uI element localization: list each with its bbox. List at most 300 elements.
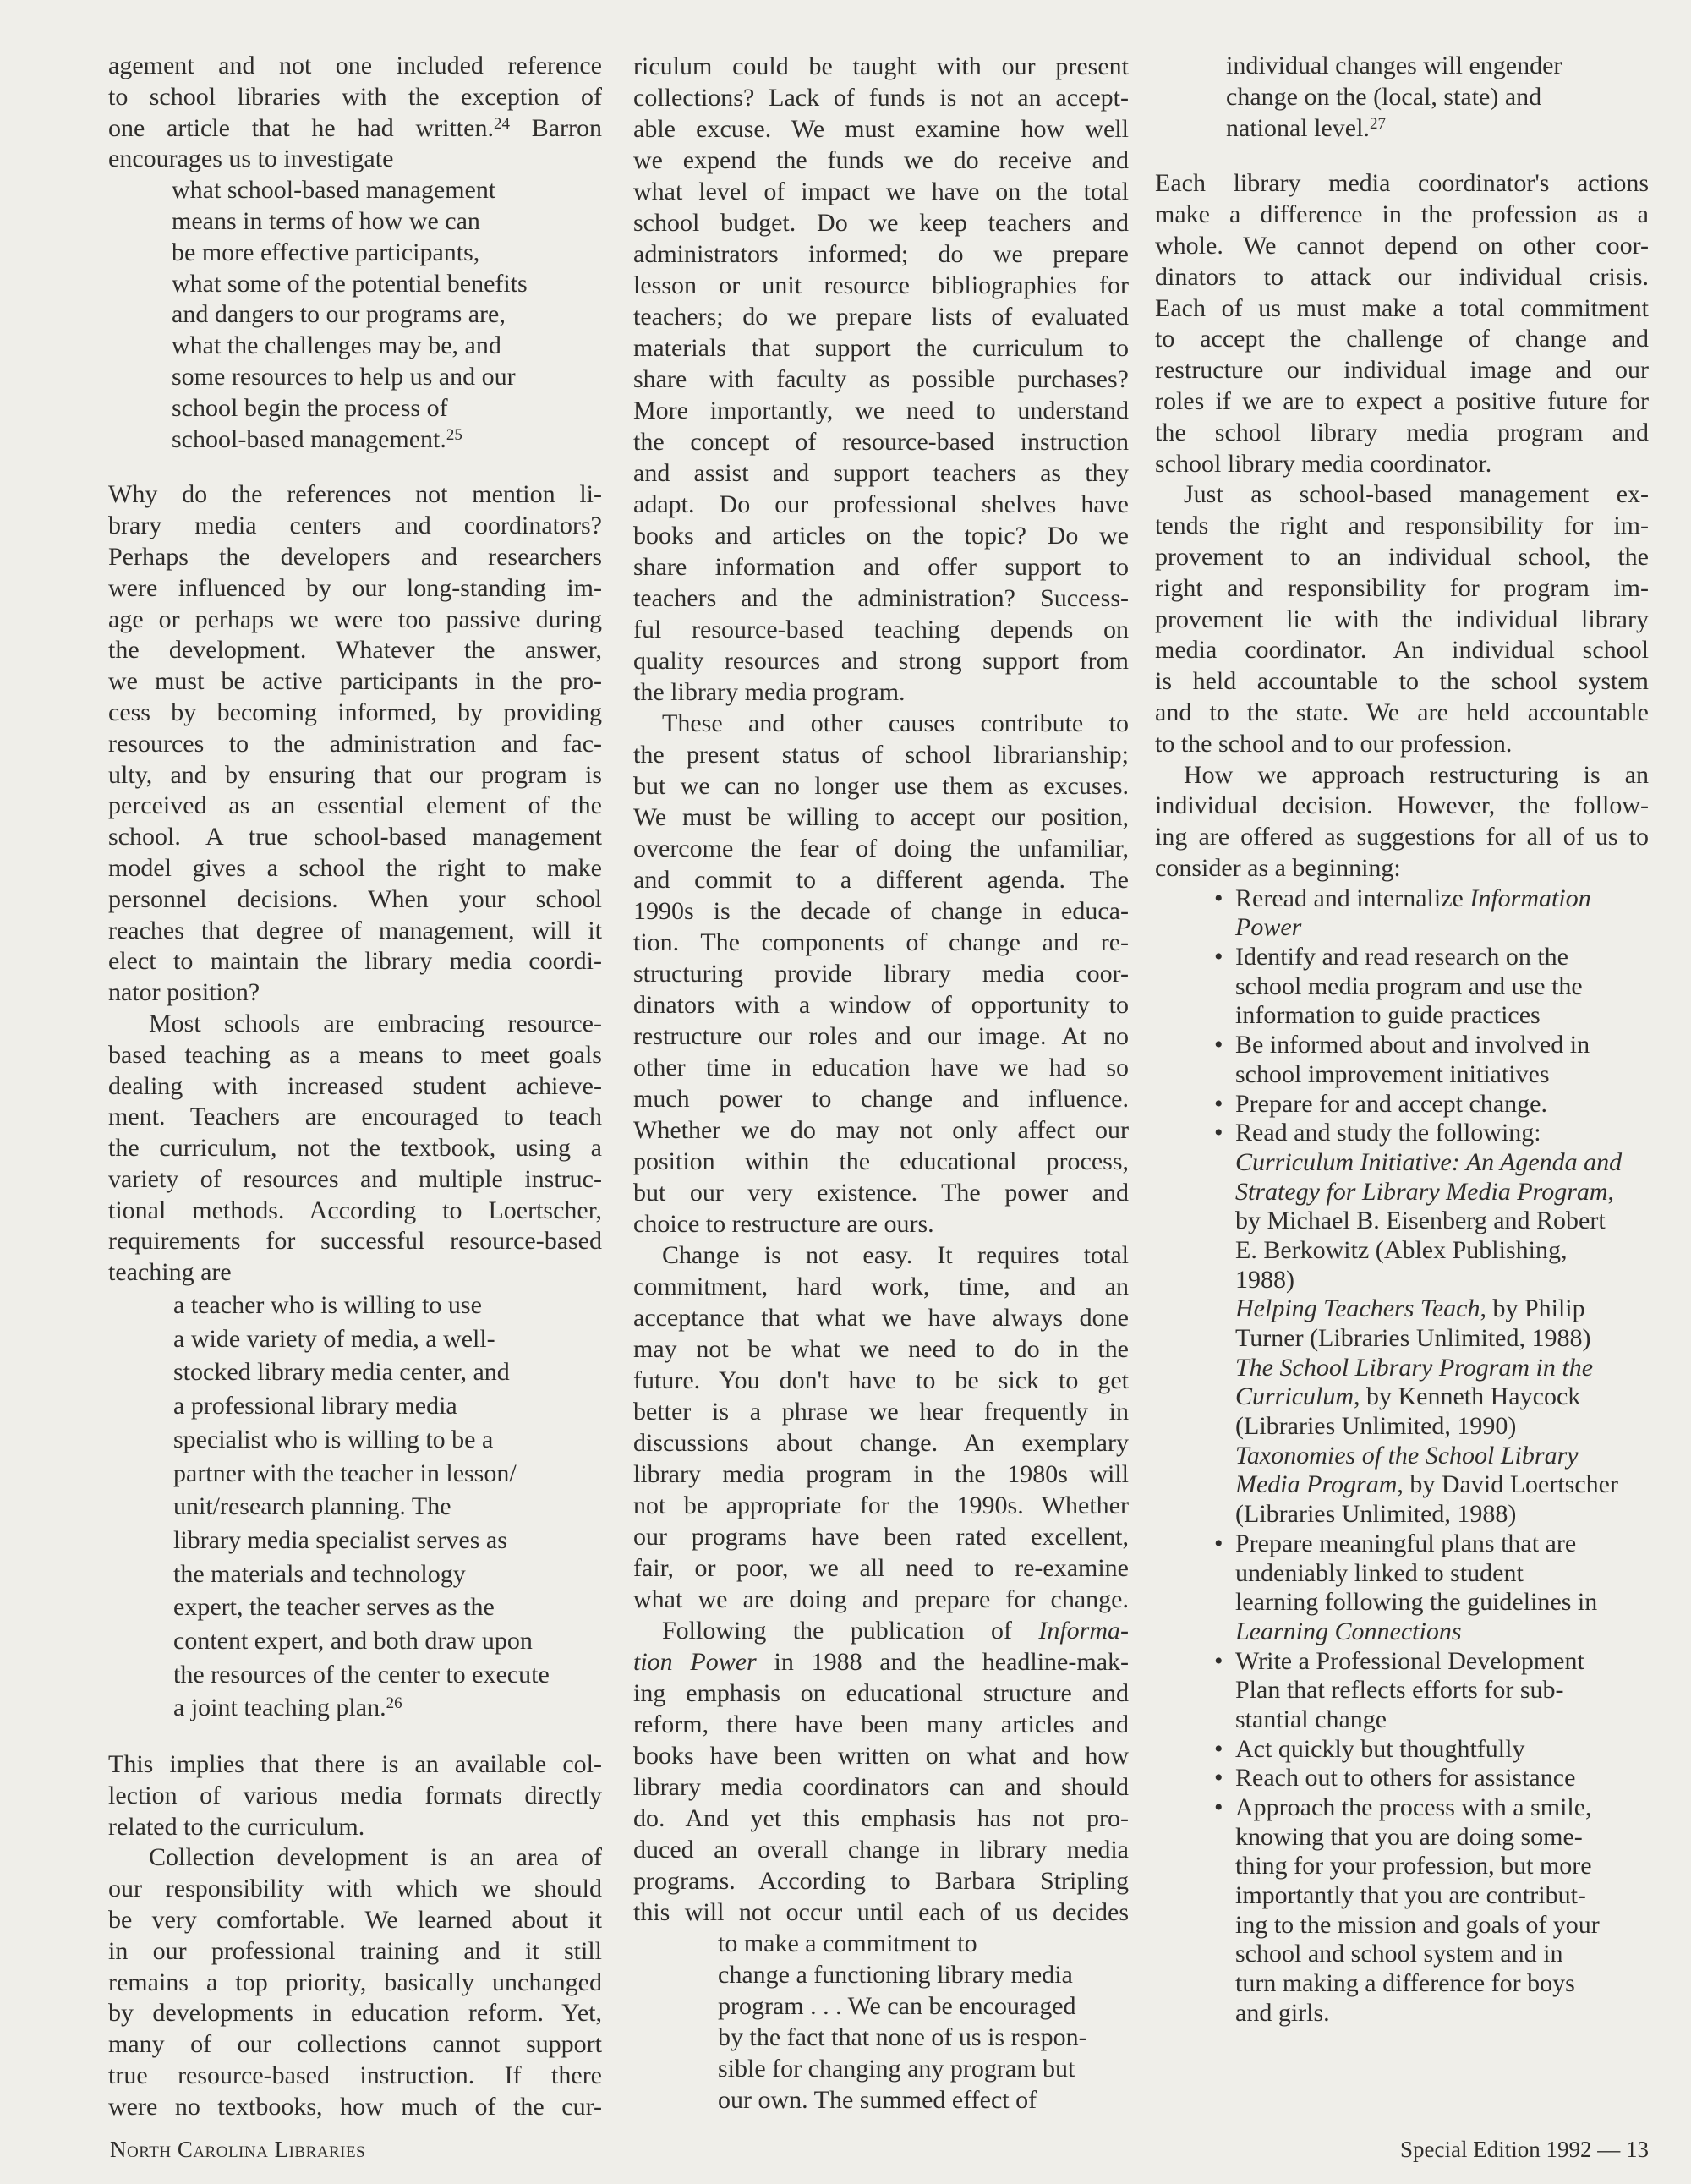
text-line <box>108 1968 602 1999</box>
text-line <box>108 1998 602 2029</box>
text-line <box>633 1521 1129 1552</box>
footer-publication-name: North Carolina Libraries <box>110 2137 366 2162</box>
line-text: some resources to help us and our <box>172 362 516 391</box>
line-text <box>1235 1354 1593 1382</box>
text-segment: Barron <box>509 113 602 142</box>
text-line <box>1155 822 1649 853</box>
text-line <box>633 1365 1129 1396</box>
italic-title: Informa- <box>1038 1617 1129 1645</box>
text-line <box>633 614 1129 645</box>
list-item-line <box>1155 1031 1649 1060</box>
line-text: library media coordinators can and should <box>633 1773 1129 1801</box>
text-segment: , by Philip <box>1480 1295 1585 1323</box>
line-text: restructure our individual image and our <box>1155 356 1649 385</box>
line-text: the school library media program and <box>1155 418 1649 446</box>
list-item-line <box>1155 1207 1649 1236</box>
text-line <box>108 1842 602 1874</box>
line-text: encourages us to investigate <box>108 145 394 173</box>
column-3 <box>1155 51 1649 2028</box>
list-item-line <box>1155 1940 1649 1969</box>
text-line <box>633 958 1129 989</box>
text-line <box>633 1021 1129 1052</box>
line-text: stocked library media center, and <box>173 1358 510 1387</box>
line-text: books and articles on the topic? Do we <box>633 522 1129 550</box>
line-text: by Michael B. Eisenberg and Robert <box>1235 1207 1606 1235</box>
line-text: Prepare meaningful plans that are <box>1235 1529 1577 1557</box>
list-item-line <box>1155 1911 1649 1940</box>
line-text: We must be willing to accept our position, <box>633 803 1129 831</box>
line-text: better is a phrase we hear frequently in <box>633 1398 1129 1426</box>
text-line <box>1155 511 1649 542</box>
list-item-line <box>1155 884 1649 914</box>
text-line <box>108 977 602 1009</box>
line-text <box>1235 1148 1622 1176</box>
text-line <box>1155 82 1649 113</box>
line-text <box>173 1694 402 1721</box>
line-text: means in terms of how we can <box>172 206 480 235</box>
text-segment: Following the publication of <box>662 1617 1039 1645</box>
list-item-line <box>1155 1559 1649 1589</box>
line-text: share information and offer support to <box>633 553 1129 581</box>
line-text: overcome the fear of doing the unfamiliar, <box>633 835 1129 862</box>
text-line <box>108 1658 602 1692</box>
text-line <box>633 1396 1129 1427</box>
line-text: cess by becoming informed, by providing <box>108 698 602 726</box>
text-line <box>108 542 602 573</box>
line-text: These and other causes contribute to <box>662 709 1129 737</box>
list-item-line <box>1155 1881 1649 1911</box>
line-text: teachers and the administration? Success- <box>633 584 1129 612</box>
text-line <box>108 299 602 331</box>
line-text <box>1235 1178 1614 1206</box>
line-text: but we can no longer use them as excuses. <box>633 772 1129 800</box>
column-2 <box>633 51 1129 2116</box>
text-line <box>1155 355 1649 386</box>
list-item-line <box>1155 1060 1649 1090</box>
line-text: dealing with increased student achieve- <box>108 1071 602 1100</box>
text-line <box>633 989 1129 1021</box>
text-line <box>633 1959 1129 1990</box>
italic-title: Strategy for Library Media Program <box>1235 1177 1608 1206</box>
text-line <box>633 1615 1129 1646</box>
line-text: (Libraries Unlimited, 1990) <box>1235 1412 1517 1441</box>
text-line <box>108 1557 602 1591</box>
line-text: and commit to a different agenda. The <box>633 866 1129 894</box>
text-line <box>108 2061 602 2092</box>
text-line <box>633 833 1129 864</box>
text-line <box>1155 605 1649 636</box>
text-line <box>108 2092 602 2123</box>
list-item-line <box>1155 1793 1649 1823</box>
text-line <box>633 2084 1129 2116</box>
list-item-line <box>1155 1090 1649 1119</box>
line-text: age or perhaps we were too passive during <box>108 605 602 633</box>
line-text: not be appropriate for the 1990s. Whether <box>633 1492 1129 1519</box>
line-text: right and responsibility for program im- <box>1155 573 1649 602</box>
text-line <box>633 551 1129 583</box>
line-text: information to guide practices <box>1235 1001 1541 1030</box>
italic-title: The School Library Program in the <box>1235 1353 1594 1382</box>
text-line <box>1155 418 1649 449</box>
line-text: 1990s is the decade of change in educa- <box>633 897 1129 925</box>
text-segment: , by David Loertscher <box>1397 1470 1618 1499</box>
text-line <box>108 1009 602 1040</box>
line-text: administrators informed; do we prepare <box>633 240 1129 268</box>
text-line <box>1155 760 1649 791</box>
list-item-line <box>1155 1470 1649 1500</box>
line-text: choice to restructure are ours. <box>633 1210 934 1238</box>
line-text: requirements for successful resource-based <box>108 1227 602 1256</box>
text-line <box>633 1897 1129 1928</box>
bullet-icon: • <box>1214 1646 1223 1675</box>
line-text: be very comfortable. We learned about it <box>108 1906 602 1934</box>
text-line <box>108 1102 602 1133</box>
list-item-line <box>1155 1148 1649 1178</box>
line-text: Each library media coordinator's actions <box>1155 169 1649 198</box>
line-text <box>1235 1382 1580 1410</box>
line-text: do. And yet this emphasis has not pro- <box>633 1804 1129 1832</box>
list-item-line <box>1155 1382 1649 1412</box>
line-text: may not be what we need to do in the <box>633 1335 1129 1363</box>
line-text: future. You don't have to be sick to get <box>633 1366 1129 1394</box>
line-text: share with faculty as possible purchases? <box>633 365 1129 393</box>
text-line <box>633 51 1129 82</box>
line-text <box>1226 114 1386 142</box>
line-text: expert, the teacher serves as the <box>173 1593 495 1622</box>
line-text: variety of resources and multiple instruc- <box>108 1164 602 1193</box>
line-text <box>662 1617 1129 1645</box>
line-text: perceived as an essential element of the <box>108 791 602 820</box>
line-text: ment. Teachers are encouraged to teach <box>108 1103 602 1131</box>
line-text: stantial change <box>1235 1705 1387 1733</box>
line-text: provement lie with the individual library <box>1155 605 1649 633</box>
line-text: Be informed about and involved in <box>1235 1031 1590 1059</box>
text-line <box>633 802 1129 833</box>
line-text: knowing that you are doing some- <box>1235 1822 1583 1851</box>
line-text: school media program and use the <box>1235 972 1583 1000</box>
line-text <box>633 1648 1129 1676</box>
text-line <box>108 1905 602 1936</box>
text-line <box>633 332 1129 364</box>
line-text: school and school system and in <box>1235 1940 1563 1968</box>
text-line <box>108 760 602 791</box>
line-text: individual decision. However, the follow- <box>1155 791 1649 820</box>
line-text: what we are doing and prepare for change. <box>633 1585 1129 1613</box>
line-text: How we approach restructuring is an <box>1184 760 1649 789</box>
line-text: (Libraries Unlimited, 1988) <box>1235 1500 1517 1529</box>
text-line <box>633 1709 1129 1740</box>
footnote-ref: 24 <box>493 114 510 133</box>
text-line <box>633 1490 1129 1521</box>
line-text: Reach out to others for assistance <box>1235 1764 1576 1793</box>
line-text: materials that support the curriculum to <box>633 334 1129 362</box>
text-line <box>633 708 1129 739</box>
text-line <box>108 1257 602 1289</box>
line-text: the present status of school librarianship; <box>633 741 1129 769</box>
line-text: quality resources and strong support from <box>633 647 1129 675</box>
text-line <box>1155 635 1649 666</box>
text-line <box>633 1646 1129 1678</box>
italic-title: Learning Connections <box>1235 1617 1462 1645</box>
text-segment: one article that he had written. <box>108 113 494 142</box>
line-text: library media program in the 1980s will <box>633 1460 1129 1488</box>
line-text <box>1235 1617 1462 1645</box>
line-text: and assist and support teachers as they <box>633 459 1129 487</box>
text-line <box>108 1423 602 1457</box>
line-text: Write a Professional Development <box>1235 1646 1584 1675</box>
line-text: the concept of resource-based instruction <box>633 428 1129 456</box>
list-item-line <box>1155 943 1649 972</box>
line-text: what the challenges may be, and <box>172 331 501 360</box>
list-item-line <box>1155 1119 1649 1148</box>
line-text <box>1235 884 1591 912</box>
line-text: Prepare for and accept change. <box>1235 1089 1547 1118</box>
text-line <box>633 395 1129 426</box>
line-text: Approach the process with a smile, <box>1235 1793 1592 1822</box>
text-line <box>633 2053 1129 2084</box>
text-segment: a joint teaching plan. <box>173 1694 386 1722</box>
line-text: Why do the references not mention li- <box>108 480 602 509</box>
text-line <box>108 1355 602 1389</box>
text-segment: Reread and internalize <box>1235 884 1470 912</box>
text-line <box>108 635 602 666</box>
text-line <box>108 1812 602 1843</box>
line-text: roles if we are to expect a positive future for <box>1155 386 1649 415</box>
line-text: content expert, and both draw upon <box>173 1626 533 1655</box>
text-line <box>108 666 602 698</box>
line-text: turn making a difference for boys <box>1235 1969 1575 1998</box>
line-text: ulty, and by ensuring that our program is <box>108 760 602 789</box>
text-line <box>108 916 602 947</box>
line-text: to school libraries with the exception of <box>108 82 602 111</box>
list-item-line <box>1155 1295 1649 1324</box>
italic-title: Information <box>1469 884 1591 912</box>
line-text: what level of impact we have on the total <box>633 178 1129 205</box>
line-text <box>1235 1295 1585 1322</box>
line-text: Most schools are embracing resource- <box>149 1009 602 1037</box>
list-item-line <box>1155 1764 1649 1793</box>
list-item-line <box>1155 1852 1649 1881</box>
line-text: and dangers to our programs are, <box>172 300 506 329</box>
line-text: teaching are <box>108 1258 232 1287</box>
text-line <box>633 770 1129 802</box>
paragraph-gap <box>108 455 602 479</box>
text-line <box>1155 231 1649 262</box>
bullet-icon: • <box>1214 1764 1223 1793</box>
line-text: change a functioning library media <box>718 1961 1073 1989</box>
line-text: dinators to attack our individual crisis. <box>1155 262 1649 291</box>
text-line <box>108 1322 602 1356</box>
italic-title: Helping Teachers Teach <box>1235 1295 1480 1323</box>
text-line <box>108 144 602 175</box>
list-item-line <box>1155 1617 1649 1647</box>
line-text: ing are offered as suggestions for all of us to <box>1155 823 1649 851</box>
line-text: our responsibility with which we should <box>108 1875 602 1903</box>
line-text: related to the curriculum. <box>108 1812 365 1841</box>
line-text: teachers; do we prepare lists of evaluated <box>633 303 1129 331</box>
text-line <box>633 238 1129 270</box>
line-text: make a difference in the profession as a <box>1155 200 1649 229</box>
text-line <box>108 573 602 605</box>
line-text: a wide variety of media, a well- <box>173 1324 495 1353</box>
line-text: programs. According to Barbara Stripling <box>633 1867 1129 1895</box>
bullet-icon: • <box>1214 1793 1223 1822</box>
text-line <box>108 1691 602 1725</box>
italic-title: Curriculum Initiative: An Agenda and <box>1235 1147 1623 1176</box>
text-line <box>633 895 1129 927</box>
line-text: dinators with a window of opportunity to <box>633 991 1129 1019</box>
line-text: thing for your profession, but more <box>1235 1852 1592 1880</box>
text-line <box>108 1389 602 1423</box>
paragraph-gap <box>108 1725 602 1749</box>
text-line <box>108 1781 602 1812</box>
list-item-line <box>1155 1530 1649 1559</box>
text-line <box>108 393 602 424</box>
list-item-line <box>1155 1823 1649 1853</box>
line-text: were no textbooks, how much of the cur- <box>108 2092 602 2121</box>
list-item-line <box>1155 1647 1649 1677</box>
text-line <box>633 364 1129 395</box>
text-line <box>108 479 602 511</box>
line-text: sible for changing any program but <box>718 2055 1075 2083</box>
list-item-line <box>1155 1412 1649 1442</box>
line-text <box>108 114 602 142</box>
text-line <box>633 1678 1129 1709</box>
line-text: based teaching as a means to meet goals <box>108 1040 602 1069</box>
line-text: ful resource-based teaching depends on <box>633 616 1129 643</box>
line-text: reaches that degree of management, will it <box>108 916 602 944</box>
line-text: this will not occur until each of us decides <box>633 1898 1129 1926</box>
line-text: Act quickly but thoughtfully <box>1235 1734 1525 1763</box>
text-line <box>633 1771 1129 1803</box>
line-text: what school-based management <box>172 176 496 205</box>
line-text: a professional library media <box>173 1392 457 1420</box>
text-line <box>633 1052 1129 1083</box>
line-text: personnel decisions. When your school <box>108 884 602 913</box>
text-line <box>633 270 1129 301</box>
text-line <box>1155 449 1649 480</box>
line-text: to accept the challenge of change and <box>1155 325 1649 353</box>
text-line <box>1155 666 1649 698</box>
text-line <box>108 1874 602 1905</box>
line-text: Whether we do may not only affect our <box>633 1116 1129 1144</box>
line-text: we expend the funds we do receive and <box>633 146 1129 174</box>
line-text: resources to the administration and fac- <box>108 729 602 758</box>
text-line <box>1155 51 1649 82</box>
line-text: agement and not one included reference <box>108 52 602 79</box>
line-text: learning following the guidelines in <box>1235 1588 1598 1617</box>
line-text: ing to the mission and goals of your <box>1235 1910 1600 1939</box>
text-line <box>633 82 1129 113</box>
text-line <box>108 698 602 729</box>
line-text: adapt. Do our professional shelves have <box>633 490 1129 518</box>
text-line <box>108 113 602 145</box>
list-item-line <box>1155 1442 1649 1471</box>
line-text: were influenced by our long-standing im- <box>108 573 602 602</box>
list-item-line <box>1155 1178 1649 1207</box>
text-line <box>633 1803 1129 1834</box>
text-line <box>633 2022 1129 2053</box>
text-line <box>633 1114 1129 1146</box>
text-line <box>633 1834 1129 1865</box>
line-text: partner with the teacher in lesson/ <box>173 1459 517 1487</box>
line-text: be more effective participants, <box>172 238 480 266</box>
line-text: library media specialist serves as <box>173 1525 507 1554</box>
column-1 <box>108 51 602 2123</box>
text-line <box>108 1457 602 1491</box>
line-text: provement to an individual school, the <box>1155 542 1649 571</box>
text-line <box>1155 542 1649 573</box>
line-text: our programs have been rated excellent, <box>633 1523 1129 1551</box>
text-segment: , by Kenneth Haycock <box>1354 1382 1581 1411</box>
line-text: Each of us must make a total commitment <box>1155 293 1649 322</box>
line-text: Identify and read research on the <box>1235 943 1568 972</box>
text-line <box>1155 262 1649 293</box>
text-line <box>633 1177 1129 1208</box>
text-line <box>108 791 602 822</box>
text-line <box>108 1624 602 1658</box>
text-line <box>633 1990 1129 2022</box>
line-text: many of our collections cannot support <box>108 2030 602 2059</box>
line-text: tion. The components of change and re- <box>633 928 1129 956</box>
text-line <box>633 1928 1129 1959</box>
line-text: and to the state. We are held accountable <box>1155 698 1649 726</box>
text-line <box>633 1302 1129 1333</box>
line-text: remains a top priority, basically unchanged <box>108 1968 602 1996</box>
line-text: by developments in education reform. Yet, <box>108 1999 602 2028</box>
list-item-line <box>1155 1588 1649 1617</box>
line-text: Change is not easy. It requires total <box>662 1241 1129 1269</box>
text-segment: , <box>1607 1177 1615 1206</box>
line-text: but our very existence. The power and <box>633 1179 1129 1207</box>
text-line <box>633 676 1129 708</box>
text-segment: national level. <box>1226 113 1370 142</box>
line-text: specialist who is willing to be a <box>173 1425 494 1453</box>
text-line <box>108 331 602 362</box>
text-line <box>108 1749 602 1781</box>
footnote-ref: 25 <box>446 425 462 444</box>
text-line <box>1155 200 1649 231</box>
text-line <box>108 605 602 636</box>
text-line <box>108 1164 602 1196</box>
text-line <box>633 145 1129 176</box>
text-line <box>633 176 1129 207</box>
text-line <box>1155 293 1649 325</box>
line-text: commitment, hard work, time, and an <box>633 1273 1129 1300</box>
line-text: to make a commitment to <box>718 1929 977 1957</box>
line-text: school begin the process of <box>172 393 448 422</box>
text-line <box>633 1208 1129 1240</box>
text-line <box>633 489 1129 520</box>
line-text: model gives a school the right to make <box>108 853 602 882</box>
bullet-icon: • <box>1214 1089 1223 1118</box>
line-text: by the fact that none of us is respon- <box>718 2023 1087 2051</box>
text-line <box>633 1271 1129 1302</box>
line-text: riculum could be taught with our present <box>633 52 1129 80</box>
text-line <box>108 424 602 456</box>
line-text: Turner (Libraries Unlimited, 1988) <box>1235 1324 1591 1353</box>
text-line <box>108 853 602 884</box>
text-line <box>633 1552 1129 1584</box>
line-text: what some of the potential benefits <box>172 269 528 298</box>
line-text: Collection development is an area of <box>149 1843 602 1872</box>
line-text: lesson or unit resource bibliographies for <box>633 271 1129 299</box>
text-line <box>108 946 602 977</box>
line-text: nator position? <box>108 978 260 1007</box>
italic-title: Media Program <box>1235 1470 1398 1499</box>
list-item-line <box>1155 1236 1649 1266</box>
line-text <box>1235 1470 1618 1498</box>
